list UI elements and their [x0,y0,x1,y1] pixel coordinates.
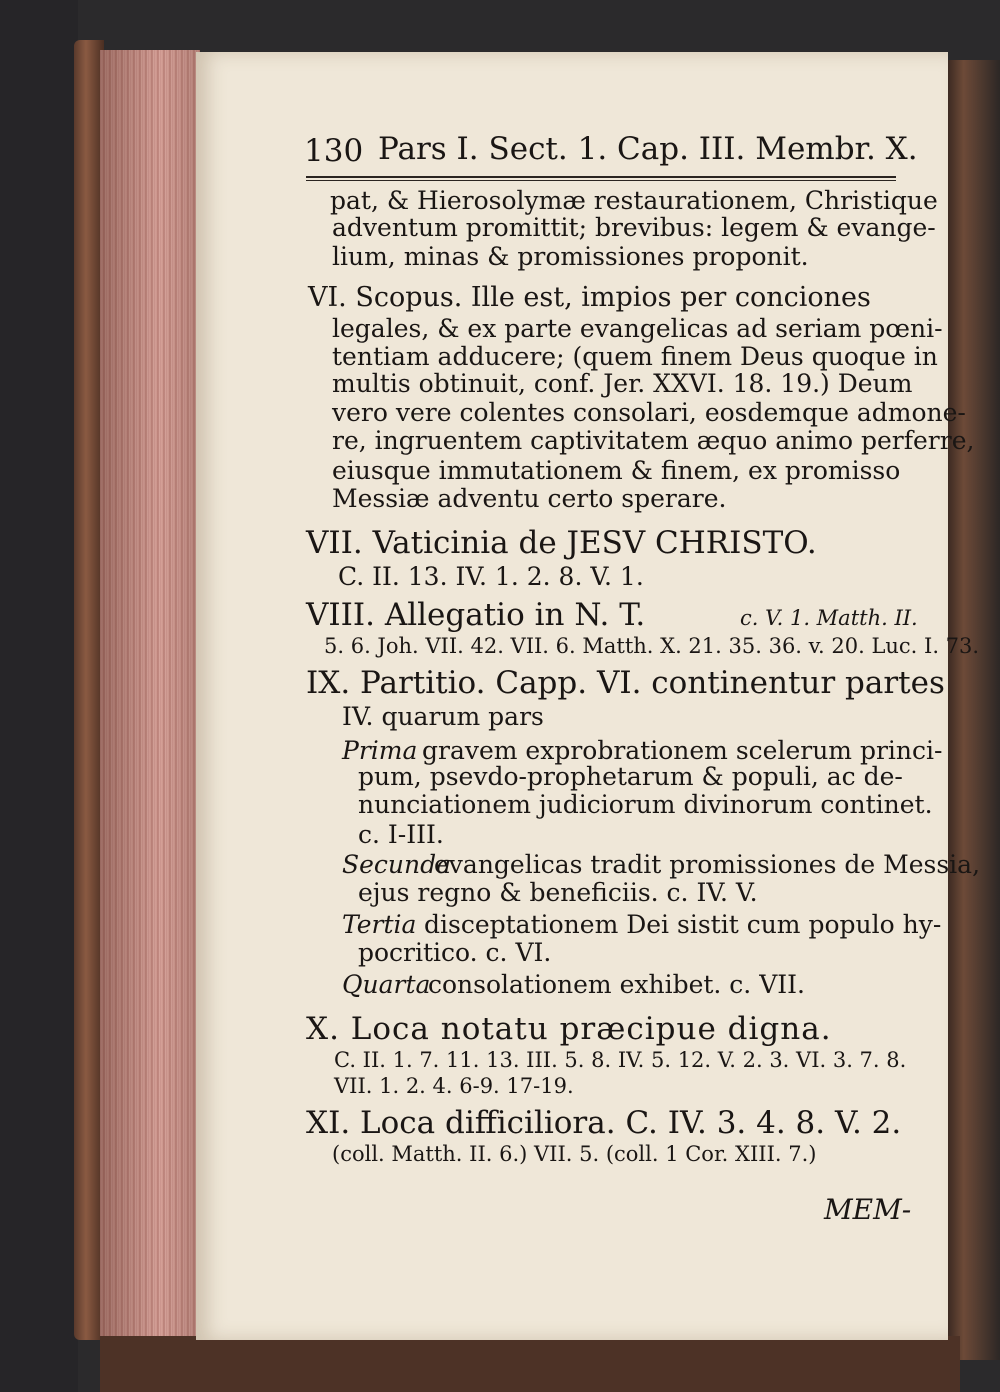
text-line: legales, & ex parte evangelicas ad seriam pœni- [332,314,943,343]
part-label: Tertia [342,910,417,939]
text-line: Messiæ adventu certo sperare. [332,484,727,513]
reference-text: 5. 6. Joh. VII. 42. VII. 6. Matth. X. 21. 35. 36. v. 20. Luc. I. 73. [324,634,980,658]
reference-text: C. II. 1. 7. 11. 13. III. 5. 8. IV. 5. 12. V. 2. 3. VI. 3. 7. 8. [334,1048,907,1072]
text-line: re, ingruentem captivitatem æquo animo perferre, [332,426,975,455]
page-number: 130 [304,133,364,169]
text-line: vero vere colentes consolari, eosdemque admone- [332,398,966,427]
text-line: IV. quarum pars [342,702,544,731]
reference-text: c. V. 1. Matth. II. [740,606,918,630]
section-viii-heading: VIII. Allegatio in N. T. [306,597,646,633]
page-edge-shadow [100,50,200,1340]
book-cover-right [948,60,1000,1360]
text-line: gravem exprobrationem scelerum princi- [422,736,943,765]
text-line: tentiam adducere; (quem finem Deus quoque in [332,342,938,371]
reference-text: VII. 1. 2. 4. 6-9. 17-19. [334,1074,574,1098]
section-vii-heading: VII. Vaticinia de JESV CHRISTO. [306,525,817,561]
text-line: evangelicas tradit promissiones de Messia, [434,850,981,879]
header-rule-thin [306,180,896,181]
text-line: C. II. 13. IV. 1. 2. 8. V. 1. [338,562,644,591]
catchword: MEM- [824,1193,912,1226]
text-line: disceptationem Dei sistit cum populo hy- [424,910,942,939]
section-x-heading: X. Loca notatu præcipue digna. [306,1011,832,1047]
book-cover-bottom [100,1336,960,1392]
section-xi-heading: XI. Loca difficiliora. C. IV. 3. 4. 8. V. 2. [306,1105,902,1141]
part-label: Secunda [342,850,452,879]
part-label: Quarta [342,970,431,999]
text-line: pat, & Hierosolymæ restaurationem, Christique [330,186,938,215]
running-title: Pars I. Sect. 1. Cap. III. Membr. X. [378,131,918,167]
text-line: ejus regno & beneficiis. c. IV. V. [358,878,758,907]
text-line: nunciationem judiciorum divinorum continet. [358,790,933,819]
text-line: consolationem exhibet. c. VII. [428,970,805,999]
text-line: adventum promittit; brevibus: legem & evange- [332,213,936,242]
text-line: multis obtinuit, conf. Jer. XXVI. 18. 19.) Deum [332,369,913,398]
text-line: lium, minas & promissiones proponit. [332,242,809,271]
text-line: pum, psevdo-prophetarum & populi, ac de- [358,762,903,791]
text-line: pocritico. c. VI. [358,938,552,967]
text-line: c. I-III. [358,820,444,849]
part-label: Prima [342,736,418,765]
reference-text: (coll. Matth. II. 6.) VII. 5. (coll. 1 Cor. XIII. 7.) [332,1142,817,1166]
section-vi-heading: VI. Scopus. Ille est, impios per conciones [308,282,871,313]
section-ix-heading: IX. Partitio. Capp. VI. continentur partes [306,665,945,701]
book-cover-left [0,0,78,1392]
header-rule [306,176,896,178]
text-line: eiusque immutationem & finem, ex promisso [332,456,901,485]
